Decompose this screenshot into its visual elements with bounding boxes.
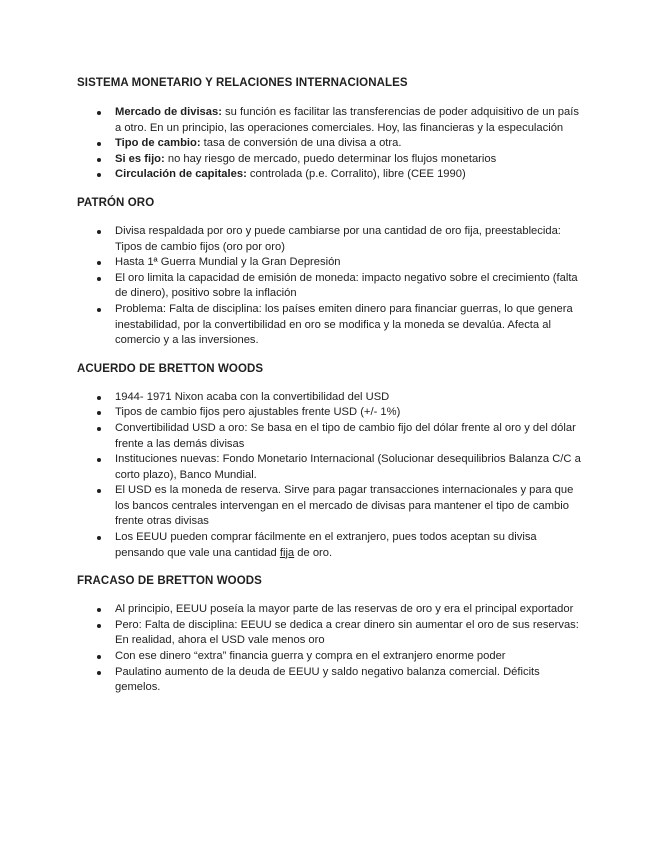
list-item: Tipos de cambio fijos pero ajustables frente USD (+/- 1%)	[77, 405, 582, 421]
item-text: su función es facilitar las transferencias de poder adquisitivo de un país a otro. En un principio, las operaciones comerciales. Hoy, las financieras y la especulación	[115, 106, 579, 134]
document-page	[77, 75, 582, 696]
list-item	[77, 152, 582, 168]
section-list-patron-oro	[77, 224, 582, 349]
item-text: no hay riesgo de mercado, puedo determinar los flujos monetarios	[164, 152, 497, 165]
list-item: Hasta 1ª Guerra Mundial y la Gran Depresión	[77, 255, 582, 271]
list-item: Con ese dinero “extra” financia guerra y compra en el extranjero enorme poder	[77, 649, 582, 665]
list-item: Pero: Falta de disciplina: EEUU se dedica a crear dinero sin aumentar el oro de sus reservas: En realidad, ahora el USD vale menos oro	[77, 618, 582, 649]
list-item: Divisa respaldada por oro y puede cambiarse por una cantidad de oro fija, preestablecida: Tipos de cambio fijos (oro por oro)	[77, 224, 582, 255]
term-label: Si es fijo:	[115, 152, 165, 165]
item-text-tail: de oro.	[294, 546, 333, 559]
section-heading-patron-oro: PATRÓN ORO	[77, 196, 155, 209]
section-list-bretton-woods	[77, 390, 582, 562]
item-text: controlada (p.e. Corralito), libre (CEE 1990)	[246, 168, 466, 181]
list-item: Instituciones nuevas: Fondo Monetario Internacional (Solucionar desequilibrios Balanza C/C a corto plazo), Banco Mundial.	[77, 452, 582, 483]
list-item	[77, 105, 582, 136]
list-item: Convertibilidad USD a oro: Se basa en el tipo de cambio fijo del dólar frente al oro y del dólar frente a las demás divisas	[77, 421, 582, 452]
list-item: 1944- 1971 Nixon acaba con la convertibilidad del USD	[77, 390, 582, 406]
underlined-word: fija	[279, 546, 295, 559]
list-item: Paulatino aumento de la deuda de EEUU y saldo negativo balanza comercial. Déficits gemelos.	[77, 665, 582, 696]
item-text: Los EEUU pueden comprar fácilmente en el extranjero, pues todos aceptan su divisa pensando que vale una cantidad	[115, 531, 537, 559]
list-item	[77, 136, 582, 152]
list-item	[77, 530, 582, 561]
section-list-fracaso-bretton-woods	[77, 602, 582, 696]
section-heading-sistema-monetario: SISTEMA MONETARIO Y RELACIONES INTERNACIONALES	[77, 77, 408, 89]
section-list-sistema-monetario	[77, 105, 582, 183]
term-label: Tipo de cambio:	[115, 137, 201, 150]
list-item: El USD es la moneda de reserva. Sirve para pagar transacciones internacionales y para que los bancos centrales intervengan en el mercado de divisas para mantener el tipo de cambio frente otras divisas	[77, 483, 582, 530]
list-item: El oro limita la capacidad de emisión de moneda: impacto negativo sobre el crecimiento (falta de dinero), positivo sobre la inflación	[77, 271, 582, 302]
section-heading-bretton-woods: ACUERDO DE BRETTON WOODS	[77, 362, 264, 375]
section-heading-fracaso-bretton-woods: FRACASO DE BRETTON WOODS	[77, 575, 262, 588]
list-item	[77, 167, 582, 183]
term-label: Circulación de capitales:	[115, 168, 247, 181]
term-label: Mercado de divisas:	[115, 106, 222, 118]
list-item: Problema: Falta de disciplina: los países emiten dinero para financiar guerras, lo que genera inestabilidad, por la convertibilidad en oro se modifica y la moneda se devalúa. Afecta al comercio y a las inversiones.	[77, 302, 582, 349]
list-item: Al principio, EEUU poseía la mayor parte de las reservas de oro y era el principal exportador	[77, 602, 582, 618]
item-text: tasa de conversión de una divisa a otra.	[200, 137, 402, 150]
